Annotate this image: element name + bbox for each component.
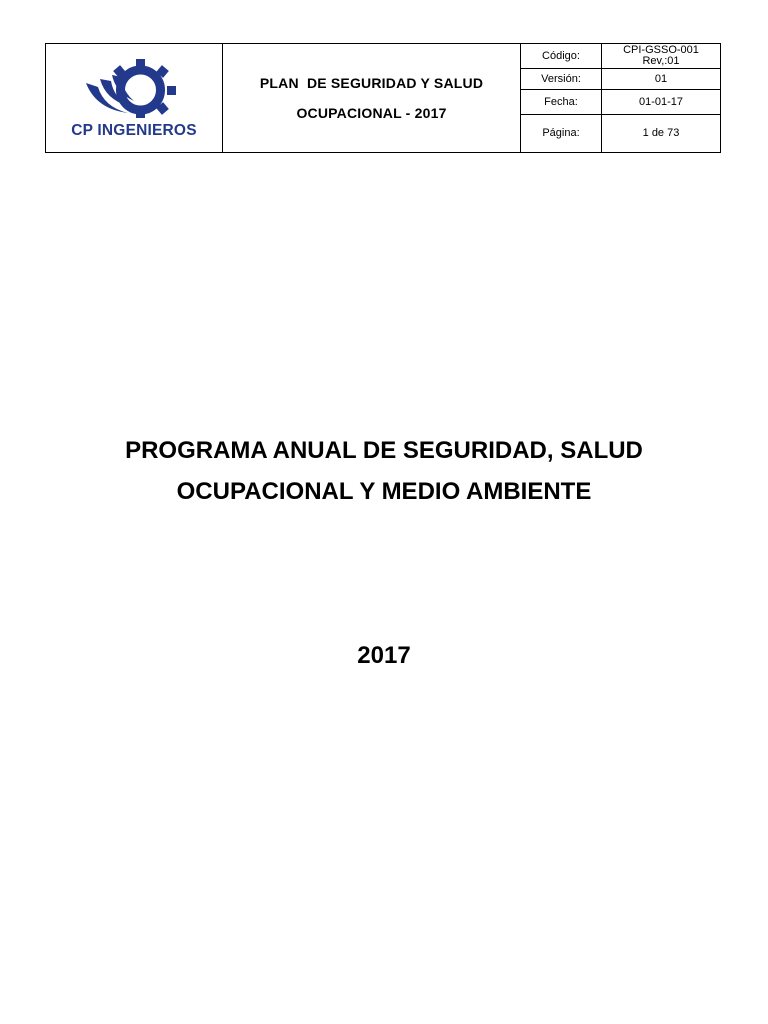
version-label: Versión: [521, 68, 602, 89]
code-value-line-1: CPI-GSSO-001 [623, 43, 699, 56]
logo-cell [46, 44, 223, 153]
cover-title [0, 430, 768, 512]
cover-year: 2017 [357, 642, 411, 669]
document-title-line-2: OCUPACIONAL - 2017 [296, 105, 447, 121]
cover-title-line-2: OCUPACIONAL Y MEDIO AMBIENTE [176, 478, 592, 505]
page-label: Página: [521, 114, 602, 152]
version-value: 01 [602, 68, 721, 89]
code-value-line-2: Rev,:01 [642, 54, 680, 67]
document-title-cell [223, 44, 521, 153]
document-title-line-1: PLAN DE SEGURIDAD Y SALUD [259, 75, 484, 91]
date-label: Fecha: [521, 89, 602, 114]
date-value: 01-01-17 [602, 89, 721, 114]
document-header-table [45, 43, 721, 153]
logo-wordmark: CP INGENIEROS [71, 121, 197, 139]
page-value: 1 de 73 [602, 114, 721, 152]
company-logo [59, 57, 209, 140]
code-label: Código: [521, 44, 602, 69]
gear-logo-icon [78, 57, 190, 119]
cover-title-line-1: PROGRAMA ANUAL DE SEGURIDAD, SALUD [125, 437, 643, 464]
code-value [602, 44, 721, 69]
